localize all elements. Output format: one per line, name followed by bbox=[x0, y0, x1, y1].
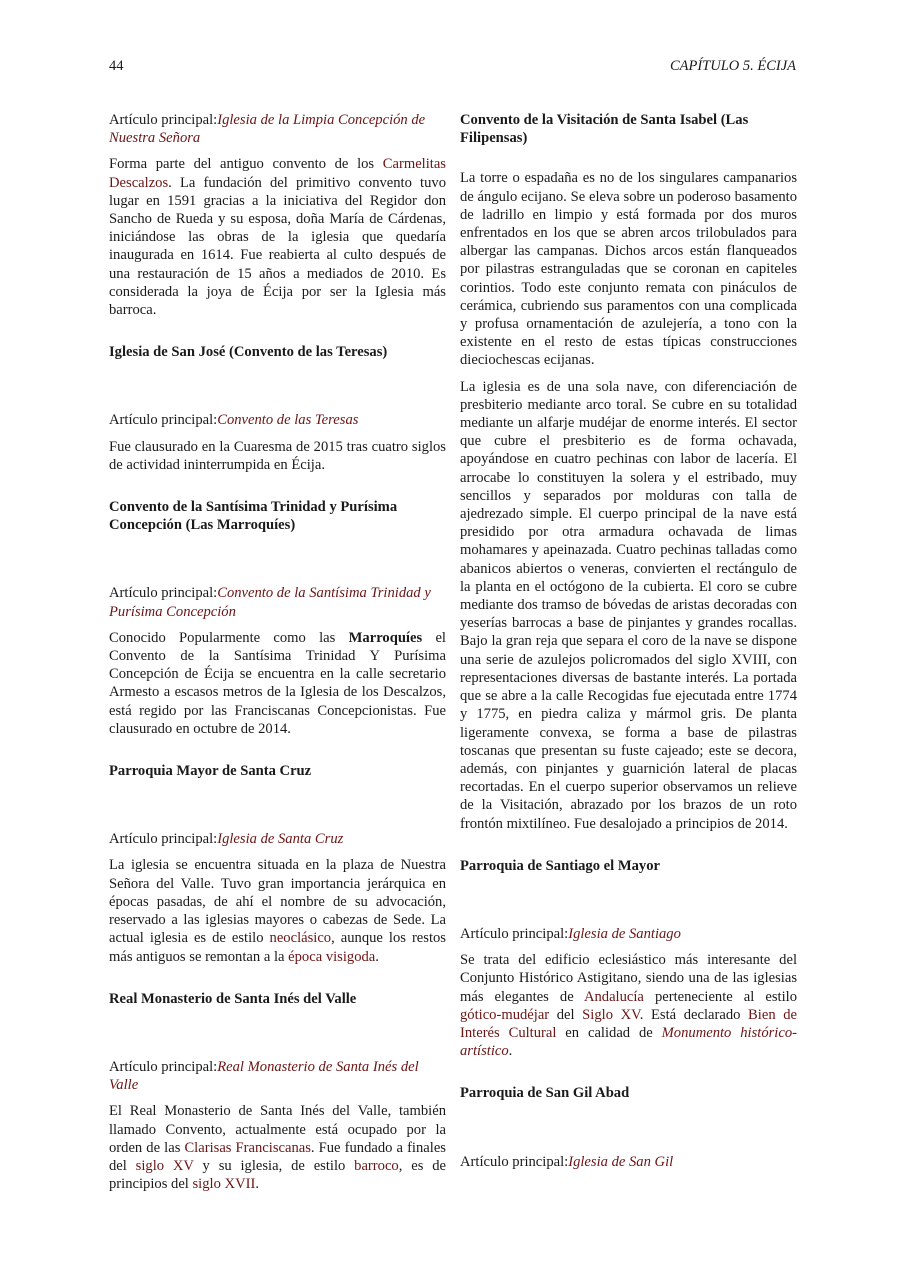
link-siglo-xv[interactable]: siglo XV bbox=[135, 1157, 194, 1174]
link-clarisas[interactable]: Clarisas Franciscanas bbox=[184, 1139, 311, 1156]
main-article-note: Artículo principal:Real Monasterio de Santa Inés del Valle bbox=[109, 1058, 419, 1094]
paragraph: Conocido Popularmente como las Marroquíes el Convento de la Santísima Trinidad Y Purísima Concepción de Écija se encuentra en la calle secretario Armesto a escasos metros de la Iglesia de los Descalzos, está regido por las Franciscanas Concepcionistas. Fue clausurado en octubre de 2014. bbox=[109, 629, 446, 737]
section-heading: Parroquia Mayor de Santa Cruz bbox=[109, 763, 312, 780]
chapter-title: CAPÍTULO 5. ÉCIJA bbox=[669, 58, 796, 74]
link-siglo-xvii[interactable]: siglo XVII bbox=[192, 1176, 256, 1193]
left-column bbox=[109, 111, 446, 1193]
main-article-note: Artículo principal:Convento de la Santísima Trinidad y Purísima Concepción bbox=[109, 585, 431, 620]
main-article-link[interactable]: Convento de la Santísima Trinidad y Purísima Concepción bbox=[109, 585, 431, 620]
main-article-link[interactable]: Real Monasterio de Santa Inés del Valle bbox=[109, 1058, 419, 1094]
section-heading: Convento de la Santísima Trinidad y Purísima Concepción (Las Marroquíes) bbox=[109, 499, 398, 534]
section-heading: Convento de la Visitación de Santa Isabel (Las Filipensas) bbox=[460, 112, 749, 147]
section-heading: Iglesia de San José (Convento de las Teresas) bbox=[109, 344, 388, 361]
main-article-link[interactable]: Convento de las Teresas bbox=[217, 412, 359, 429]
section-heading: Parroquia de Santiago el Mayor bbox=[460, 857, 660, 874]
section-heading: Real Monasterio de Santa Inés del Valle bbox=[109, 990, 357, 1007]
paragraph: La iglesia es de una sola nave, con diferenciación de presbiterio mediante arco toral. Se cubre en su totalidad mediante un alfarje mudéjar de enorme interés. El sector que cubre el presbiterio es de forma ochavada, apoyándose en cuatro pechinas con labor de lacería. El arrocabe lo constituyen la solera y el estribado, muy sencillos y separados por molduras con talla de ajedrezado simple. El cuerpo principal de la nave está presidido por otra armadura ochavada de limas mohamares y apeinazada. Cuatro pechinas talladas como abanicos abiertos o veneras, convierten el rectángulo de la planta en el octógono de la cubierta. El coro se cubre mediante dos tramso de bóvedas de aristas decoradas con yeserías barrocas a base de pinjantes y grandes rocallas. Bajo la gran reja que separa el coro de la nave se dispone una serie de azulejos policromados del siglo XVIII, con representaciones diversas de bastante interés. La portada que se abre a la calle Recogidas fue ejecutada entre 1774 y 1775, en piedra caliza y mármol gris. De planta ligeramente convexa, se forma a base de pilastras toscanas que presentan su fuste cajeado; este se decora, además, con pinjantes y guarnición lateral de placas recortadas. En el cuerpo superior observamos un relieve de la Visitación, abrazado por los brazos de un roto frontón mixtilíneo. Fue desalojado a principios de 2014. bbox=[460, 378, 797, 832]
link-siglo-xv[interactable]: Siglo XV bbox=[582, 1006, 640, 1023]
main-article-note: Artículo principal:Iglesia de Santiago bbox=[460, 925, 681, 942]
main-article-note: Artículo principal:Iglesia de San Gil bbox=[460, 1153, 674, 1170]
main-article-link[interactable]: Iglesia de San Gil bbox=[568, 1153, 674, 1170]
link-epoca-visigoda[interactable]: época visigoda bbox=[288, 948, 376, 965]
paragraph: Fue clausurado en la Cuaresma de 2015 tras cuatro siglos de actividad ininterrumpida en Écija. bbox=[109, 438, 446, 473]
link-andalucia[interactable]: Andalucía bbox=[583, 988, 644, 1005]
paragraph: Se trata del edificio eclesiástico más interesante del Conjunto Histórico Astigitano, siendo una de las iglesias más elegantes de Andalucía perteneciente al estilo gótico-mudéjar del Siglo XV. Está declarado Bien de Interés Cultural en calidad de Monumento histórico-artístico. bbox=[460, 952, 798, 1060]
main-article-link[interactable]: Iglesia de Santa Cruz bbox=[217, 831, 344, 848]
paragraph: Forma parte del antiguo convento de los Carmelitas Descalzos. La fundación del primitivo convento tuvo lugar en 1591 gracias a la iniciativa del Regidor don Sancho de Rueda y su esposa, doña María de Cárdenas, iniciándose las obras de la iglesia que quedaría inaugurada en 1614. Fue reabierta al culto después de una restauración de 15 años a mediados de 2010. Es considerada la joya de Écija por ser la Iglesia más barroca. bbox=[109, 156, 446, 319]
paragraph: La iglesia se encuentra situada en la plaza de Nuestra Señora del Valle. Tuvo gran importancia jerárquica en épocas pasadas, de ahí el nombre de su advocación, reservado a las iglesias mayores o cabezas de Sede. La actual iglesia es de estilo neoclásico, aunque los restos más antiguos se remontan a la época visigoda. bbox=[109, 857, 446, 965]
link-carmelitas[interactable]: Carmelitas Descalzos bbox=[109, 156, 446, 191]
main-article-note: Artículo principal:Convento de las Teresas bbox=[109, 412, 359, 429]
section-heading: Parroquia de San Gil Abad bbox=[460, 1085, 630, 1102]
page-header bbox=[109, 58, 796, 78]
paragraph: El Real Monasterio de Santa Inés del Valle, también llamado Convento, actualmente está ocupado por la orden de las Clarisas Franciscanas. Fue fundado a finales del siglo XV y su iglesia, de estilo barroco, es de principios del siglo XVII. bbox=[109, 1103, 446, 1193]
main-article-note bbox=[109, 111, 446, 147]
main-article-note: Artículo principal:Iglesia de Santa Cruz bbox=[109, 831, 344, 848]
link-neoclasico[interactable]: neoclásico bbox=[269, 930, 332, 947]
paragraph: La torre o espadaña es no de los singulares campanarios de ángulo ecijano. Se eleva sobre un poderoso basamento de ladrillo en limpio y está formada por dos muros enfrentados en los que se abren arcos trilobulados para albergar las campanas. Dichos arcos están flanqueados por pilastras estranguladas que se coronan en capiteles corintios. Todo este conjunto remata con pináculos de cerámica, cubriendo sus paramentos con una complicada y profusa ornamentación de azulejería, a tono con la existente en el resto de estas típicas construcciones dieciochescas ecijanas. bbox=[460, 170, 797, 369]
main-article-link[interactable]: Iglesia de la Limpia Concepción de Nuestra Señora bbox=[109, 112, 426, 147]
link-monumento[interactable]: Monumento histórico-artístico bbox=[460, 1024, 797, 1060]
link-barroco[interactable]: barroco bbox=[354, 1157, 399, 1174]
link-gotico-mudejar[interactable]: gótico-mudéjar bbox=[460, 1006, 550, 1023]
link-bien-interes-cultural[interactable]: Bien de Interés Cultural bbox=[460, 1006, 797, 1041]
right-column bbox=[460, 111, 797, 1179]
page-number: 44 bbox=[109, 58, 124, 74]
main-article-label: Artículo principal: bbox=[109, 112, 218, 128]
main-article-link[interactable]: Iglesia de Santiago bbox=[568, 925, 681, 942]
